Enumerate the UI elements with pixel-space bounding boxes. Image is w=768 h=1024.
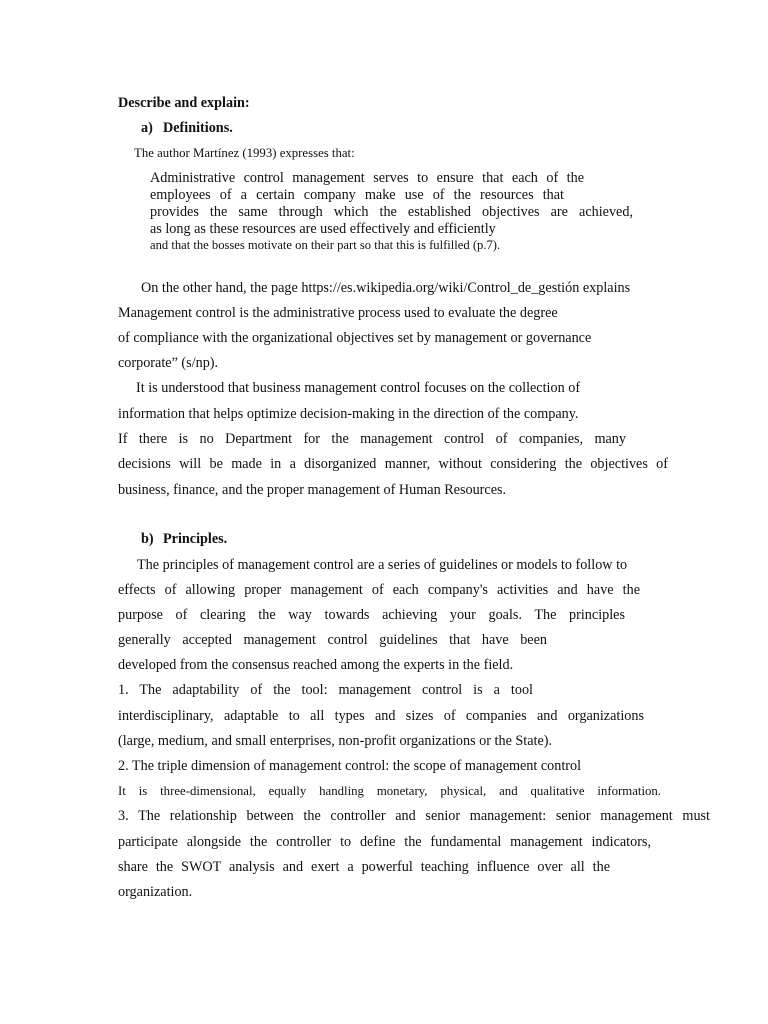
paragraph-line: On the other hand, the page https://es.wikipedia.org/wiki/Control_de_gestión explains: [141, 280, 631, 296]
paragraph-line: decisions will be made in a disorganized manner, without considering the objectives of: [118, 456, 668, 472]
paragraph-line: information that helps optimize decision-making in the direction of the company.: [118, 406, 579, 422]
list-item-continuation: organization.: [118, 884, 193, 900]
list-item: 2. The triple dimension of management control: the scope of management control: [118, 758, 582, 774]
section-b-marker: b): [141, 531, 154, 547]
quote-line: as long as these resources are used effectively and efficiently: [150, 221, 496, 237]
paragraph-line: generally accepted management control guidelines that have been: [118, 632, 547, 648]
quote-line: and that the bosses motivate on their part so that this is fulfilled (p.7).: [150, 238, 501, 252]
paragraph-line: purpose of clearing the way towards achieving your goals. The principles: [118, 607, 625, 623]
list-item-continuation: share the SWOT analysis and exert a powerful teaching influence over all the: [118, 859, 610, 875]
list-item: 3. The relationship between the controller and senior management: senior management must: [118, 808, 710, 824]
paragraph-line: corporate” (s/np).: [118, 355, 219, 371]
paragraph-line: of compliance with the organizational objectives set by management or governance: [118, 330, 592, 346]
list-item-continuation: It is three-dimensional, equally handling monetary, physical, and qualitative information.: [118, 784, 661, 798]
paragraph-line: developed from the consensus reached among the experts in the field.: [118, 657, 514, 673]
list-item-continuation: interdisciplinary, adaptable to all types and sizes of companies and organizations: [118, 708, 644, 724]
intro-line: The author Martínez (1993) expresses that:: [134, 146, 355, 160]
paragraph-line: business, finance, and the proper management of Human Resources.: [118, 482, 507, 498]
section-b-title: Principles.: [163, 531, 228, 547]
list-item-continuation: participate alongside the controller to define the fundamental management indicators,: [118, 834, 651, 850]
quote-line: Administrative control management serves to ensure that each of the: [150, 170, 584, 186]
heading: Describe and explain:: [118, 95, 250, 111]
quote-line: provides the same through which the established objectives are achieved,: [150, 204, 633, 220]
list-item-continuation: (large, medium, and small enterprises, non-profit organizations or the State).: [118, 733, 553, 749]
paragraph-line: Management control is the administrative process used to evaluate the degree: [118, 305, 558, 321]
list-item: 1. The adaptability of the tool: management control is a tool: [118, 682, 533, 698]
paragraph-line: effects of allowing proper management of each company's activities and have the: [118, 582, 640, 598]
section-a-marker: a): [141, 120, 153, 136]
paragraph-line: The principles of management control are a series of guidelines or models to follow to: [137, 557, 628, 573]
paragraph-line: It is understood that business management control focuses on the collection of: [136, 380, 581, 396]
section-a-title: Definitions.: [163, 120, 233, 136]
quote-line: employees of a certain company make use of the resources that: [150, 187, 564, 203]
paragraph-line: If there is no Department for the management control of companies, many: [118, 431, 626, 447]
